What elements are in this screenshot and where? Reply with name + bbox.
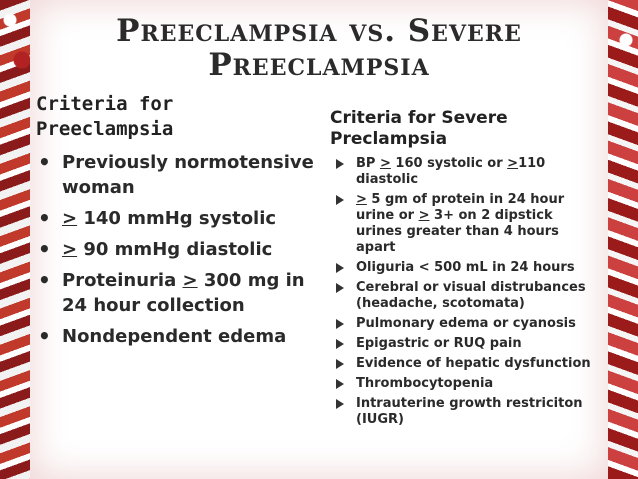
left-heading bbox=[36, 92, 326, 142]
triangle-bullet-icon bbox=[336, 339, 344, 349]
triangle-bullet-icon bbox=[336, 379, 344, 389]
triangle-bullet-icon bbox=[336, 195, 344, 205]
triangle-bullet-icon bbox=[336, 319, 344, 329]
right-heading bbox=[330, 108, 600, 150]
triangle-bullet-icon bbox=[336, 263, 344, 273]
list-item: Epigastric or RUQ pain bbox=[330, 336, 600, 352]
list-item: Pulmonary edema or cyanosis bbox=[330, 316, 600, 332]
left-heading-line2: Preeclampsia bbox=[36, 118, 174, 140]
list-item: • Nondependent edema bbox=[38, 324, 287, 348]
list-item: Cerebral or visual distrubances (headache, scotomata) bbox=[330, 280, 600, 312]
bullet-icon: • bbox=[38, 237, 51, 261]
list-item: > 5 gm of protein in 24 hour urine or > 3+ on 2 dipstick urines greater than 4 hours apart bbox=[330, 192, 600, 256]
list-item: Thrombocytopenia bbox=[330, 376, 600, 392]
triangle-bullet-icon bbox=[336, 399, 344, 409]
list-item: • Previously normotensive woman bbox=[38, 150, 314, 198]
list-item: BP > 160 systolic or >110 diastolic bbox=[330, 156, 600, 188]
bullet-icon: • bbox=[38, 206, 51, 230]
bullet-icon: • bbox=[38, 324, 51, 348]
decorative-border-left bbox=[0, 0, 30, 479]
slide bbox=[30, 0, 608, 479]
slide-title: Preeclampsia vs. Severe Preeclampsia bbox=[116, 13, 522, 83]
right-heading-line2: Preclampsia bbox=[330, 129, 448, 149]
left-heading-line1: Criteria for bbox=[36, 93, 174, 115]
right-column bbox=[330, 108, 600, 432]
list-item: • Proteinuria > 300 mg in 24 hour collection bbox=[38, 268, 305, 316]
decorative-border-right bbox=[608, 0, 638, 479]
list-item: Oliguria < 500 mL in 24 hours bbox=[330, 260, 600, 276]
severe-preeclampsia-criteria-list bbox=[330, 156, 600, 428]
bullet-icon: • bbox=[38, 268, 51, 292]
list-item: Evidence of hepatic dysfunction bbox=[330, 356, 600, 372]
bullet-icon: • bbox=[38, 150, 51, 174]
list-item: • > 90 mmHg diastolic bbox=[38, 237, 273, 261]
triangle-bullet-icon bbox=[336, 283, 344, 293]
list-item: • > 140 mmHg systolic bbox=[38, 206, 277, 230]
triangle-bullet-icon bbox=[336, 159, 344, 169]
preeclampsia-criteria-list bbox=[36, 150, 326, 349]
left-column bbox=[36, 92, 326, 355]
triangle-bullet-icon bbox=[336, 359, 344, 369]
list-item: Intrauterine growth restriciton (IUGR) bbox=[330, 396, 600, 428]
right-heading-line1: Criteria for Severe bbox=[330, 108, 508, 128]
